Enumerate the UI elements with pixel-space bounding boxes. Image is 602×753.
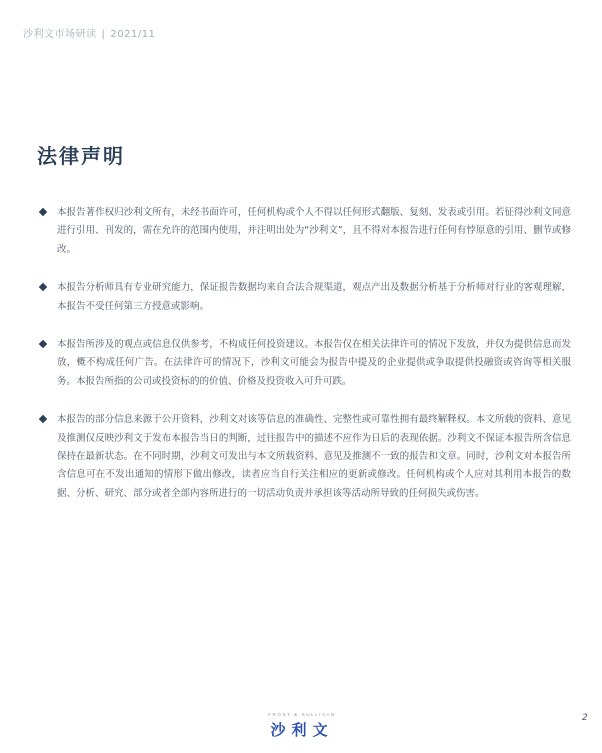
page-title: 法律声明 xyxy=(37,144,125,168)
logo-english-text: FROST & SULLIVAN xyxy=(268,712,336,717)
list-item-text: 本报告著作权归沙利文所有，未经书面许可，任何机构或个人不得以任何形式翻版、复刻、发表或引用。若征得沙利文同意进行引用、刊发的，需在允许的范围内使用，并注明出处为“沙利文”，且不得对本报告进行任何有悖原意的引用、删节或修改。 xyxy=(57,207,571,255)
logo-chinese-text: 沙利文 xyxy=(270,721,334,739)
footer-logo xyxy=(262,712,342,740)
list-item xyxy=(37,279,571,316)
running-header xyxy=(23,25,155,40)
header-brand: 沙利文市场研读 xyxy=(23,29,97,40)
diamond-bullet-icon xyxy=(39,415,47,423)
list-item-text: 本报告所涉及的观点或信息仅供参考，不构成任何投资建议。本报告仅在相关法律许可的情况下发放，并仅为提供信息而发放，概不构成任何广告。在法律许可的情况下，沙利文可能会为报告中提及的企业提供或争取提供投融资或咨询等相关服务。本报告所指的公司或投资标的的价值、价格及投资收入可升可跌。 xyxy=(57,339,571,387)
diamond-bullet-icon xyxy=(39,340,47,348)
diamond-bullet-icon xyxy=(39,283,47,291)
list-item xyxy=(37,204,571,259)
disclaimer-list xyxy=(37,204,571,523)
header-separator: | xyxy=(101,29,106,40)
page-number: 2 xyxy=(582,713,588,723)
list-item xyxy=(37,411,571,503)
list-item-text: 本报告的部分信息来源于公开资料，沙利文对该等信息的准确性、完整性或可靠性拥有最终解释权。本文所载的资料、意见及推测仅反映沙利文于发布本报告当日的判断，过往报告中的描述不应作为日后的表现依据。沙利文不保证本报告所含信息保持在最新状态。在不同时期，沙利文可发出与本文所载资料、意见及推测不一致的报告和文章。同时，沙利文对本报告所含信息可在不发出通知的情形下做出修改，读者应当自行关注相应的更新或修改。任何机构或个人应对其利用本报告的数据、分析、研究、部分或者全部内容所进行的一切活动负责并承担该等活动所导致的任何损失或伤害。 xyxy=(57,414,571,499)
diamond-bullet-icon xyxy=(39,208,47,216)
list-item-text: 本报告分析师具有专业研究能力，保证报告数据均来自合法合规渠道，观点产出及数据分析基于分析师对行业的客观理解，本报告不受任何第三方授意或影响。 xyxy=(57,282,571,312)
header-date: 2021/11 xyxy=(110,29,156,40)
list-item xyxy=(37,336,571,391)
